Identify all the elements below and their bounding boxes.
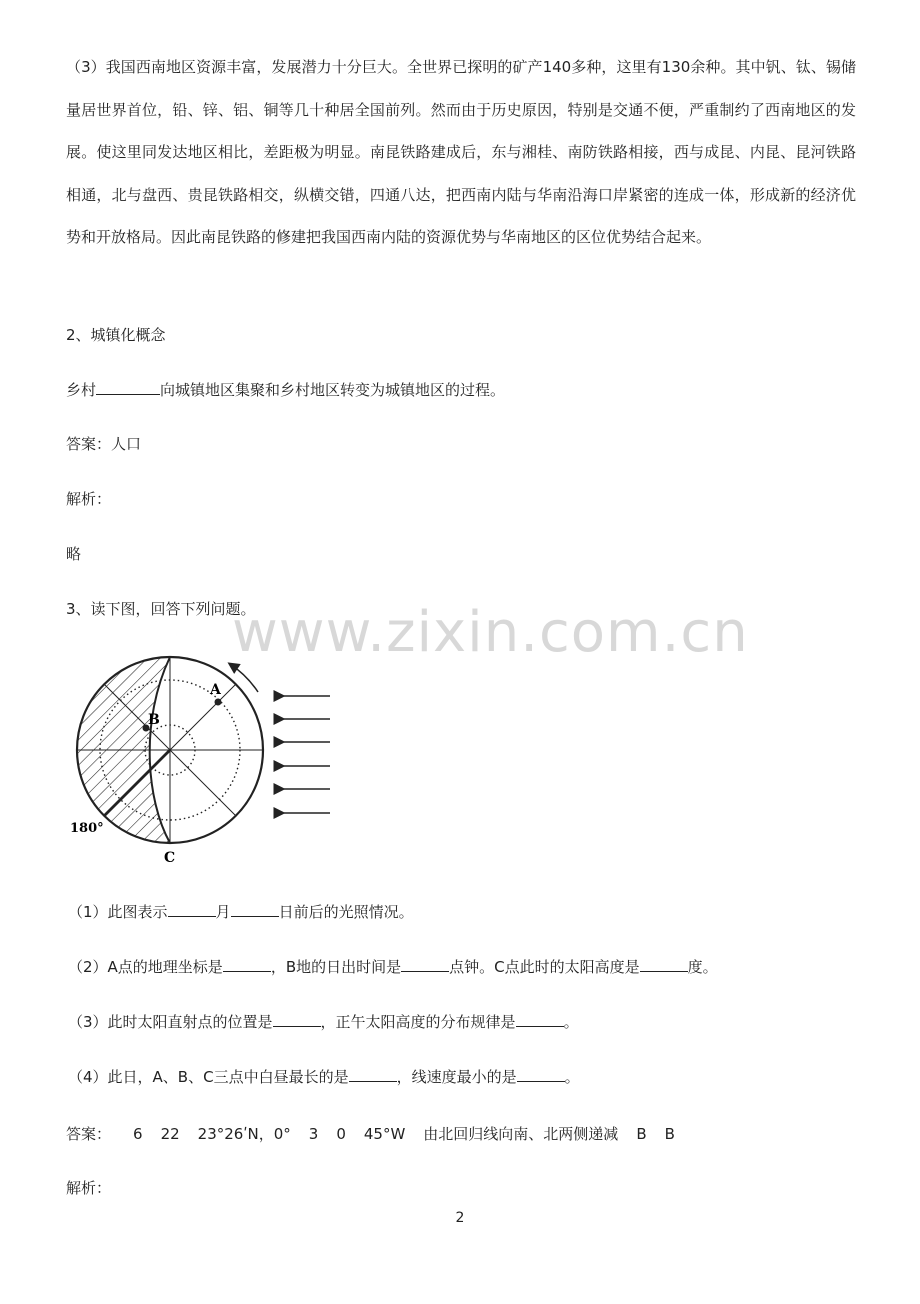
fill-blank: [231, 901, 279, 917]
fill-blank: [640, 956, 688, 972]
answer-item: 23°26ʹN，0°: [197, 1125, 291, 1143]
q3-sub4: （4）此日，A、B、C三点中白昼最长的是 ，线速度最小的是 。: [68, 1068, 580, 1086]
longitude-180-label: 180°: [70, 821, 104, 836]
fill-blank: [516, 1011, 564, 1027]
answer-item: 45°W: [363, 1125, 406, 1143]
answer-item: 3: [308, 1125, 319, 1143]
q2-analysis: 略: [66, 545, 82, 563]
fill-blank: [223, 956, 271, 972]
answer-item: B: [664, 1125, 675, 1143]
section3-paragraph: （3）我国西南地区资源丰富，发展潜力十分巨大。全世界已探明的矿产140多种，这里有130余种。其中钒、钛、锡储量居世界首位，铅、锌、铝、铜等几十种居全国前列。然而由于历史原因，特别是交通不便，严重制约了西南地区的发展。使这里同发达地区相比，差距极为明显。南昆铁路建成后，东与湘桂、南防铁路相接，西与成昆、内昆、昆河铁路相通，北与盘西、贵昆铁路相交，纵横交错，四通八达，把西南内陆与华南沿海口岸紧密的连成一体，形成新的经济优势和开放格局。因此南昆铁路的修建把我国西南内陆的资源优势与华南地区的区位优势结合起来。: [66, 58, 856, 246]
answer-item: B: [636, 1125, 647, 1143]
fill-blank: [168, 901, 216, 917]
q2-stem-after: 向城镇地区集聚和乡村地区转变为城镇地区的过程。: [160, 381, 506, 399]
point-c-label: C: [164, 850, 176, 866]
fill-blank: [401, 956, 449, 972]
q2-analysis-label: 解析：: [66, 490, 112, 508]
q3-sub2: （2）A点的地理坐标是 ，B地的日出时间是 点钟。C点此时的太阳高度是 度。: [68, 958, 718, 976]
q2-stem-before: 乡村: [66, 381, 97, 399]
watermark: www.zixin.com.cn: [232, 600, 749, 665]
q2-answer: 答案：人口: [66, 435, 142, 453]
rotation-arrow-icon: [230, 664, 258, 692]
fill-blank: [517, 1066, 565, 1082]
q3-answer-label: 答案：: [66, 1125, 112, 1143]
answer-item: 0: [336, 1125, 346, 1143]
q3-sub1: （1）此图表示 月 日前后的光照情况。: [68, 903, 414, 921]
sun-rays: [284, 696, 330, 813]
fill-blank: [273, 1011, 321, 1027]
answer-item: 由北回归线向南、北两侧递减: [423, 1125, 619, 1143]
illumination-diagram: [66, 650, 356, 870]
q3-analysis-label: 解析：: [66, 1179, 112, 1197]
q2-title: 2、城镇化概念: [66, 326, 166, 344]
fill-blank: [96, 379, 160, 395]
answer-item: 6: [133, 1125, 143, 1143]
q2-stem: [66, 379, 505, 400]
page-number: 2: [455, 1210, 465, 1226]
q3-sub3: （3）此时太阳直射点的位置是 ，正午太阳高度的分布规律是 。: [68, 1013, 579, 1031]
fill-blank: [349, 1066, 397, 1082]
q3-title: 3、读下图，回答下列问题。: [66, 600, 256, 618]
point-b-label: B: [148, 712, 160, 728]
answer-item: 22: [160, 1125, 180, 1143]
q3-answer: [66, 1123, 693, 1144]
point-a-dot: [215, 699, 222, 706]
point-a-label: A: [210, 682, 221, 698]
